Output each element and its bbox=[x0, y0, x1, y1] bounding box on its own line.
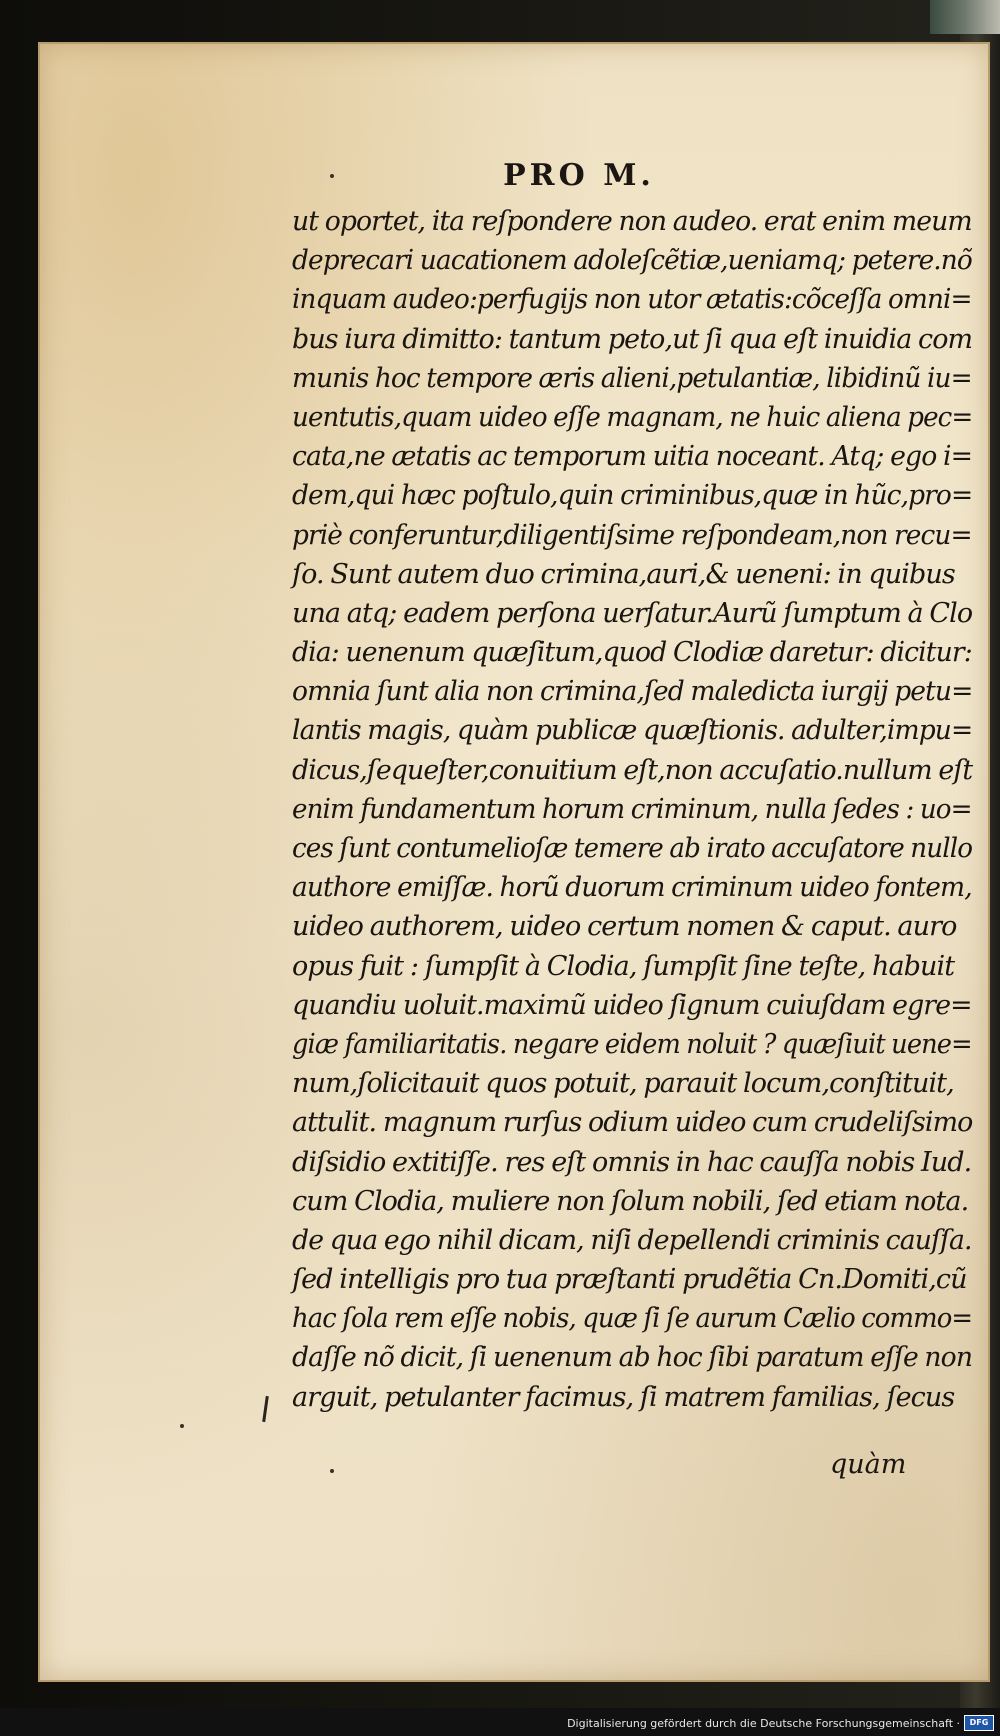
ink-speck bbox=[330, 1469, 334, 1473]
text-line: inquam audeo:perfugijs non utor ætatis:cõceſſa omni= bbox=[292, 284, 972, 316]
ink-speck bbox=[330, 174, 334, 178]
text-line: dicus,ſequeſter,conuitium eſt,non accuſatio.nullum eſt bbox=[292, 754, 973, 786]
text-line: quandiu uoluit.maximũ uideo ſignum cuiuſdam egre= bbox=[292, 989, 972, 1021]
body-text bbox=[292, 202, 972, 1417]
text-line: dia: uenenum quæſitum,quod Clodiæ daretur: dicitur: bbox=[292, 637, 972, 669]
text-line: uideo authorem, uideo certum nomen & caput. auro bbox=[292, 911, 957, 943]
text-line: bus iura dimitto: tantum peto,ut ſi qua eſt inuidia com bbox=[292, 323, 973, 355]
text-line: una atq; eadem perſona uerſatur.Aurũ ſumptum à Clo bbox=[292, 597, 973, 629]
text-line: lantis magis, quàm publicæ quæſtionis. adulter,impu= bbox=[292, 715, 973, 747]
digitization-footer bbox=[0, 1708, 1000, 1736]
text-line: arguit, petulanter facimus, ſi matrem familias, ſecus bbox=[292, 1381, 955, 1413]
text-line: hac ſola rem eſſe nobis, quæ ſi ſe aurum Cælio commo= bbox=[292, 1303, 973, 1335]
text-line: omnia ſunt alia non crimina,ſed maledicta iurgij petu= bbox=[292, 676, 973, 708]
text-line: ſo. Sunt autem duo crimina,auri,& ueneni: in quibus bbox=[292, 558, 955, 590]
ink-speck bbox=[180, 1424, 184, 1428]
text-line: uentutis,quam uideo eſſe magnam, ne huic aliena pec= bbox=[292, 401, 973, 433]
text-line: deprecari uacationem adoleſcẽtiæ,ueniamq; petere.nõ bbox=[292, 245, 972, 277]
footer-credit-text: Digitalisierung gefördert durch die Deutsche Forschungsgemeinschaft · bbox=[567, 1717, 960, 1730]
text-line: attulit. magnum rurſus odium uideo cum crudeliſsimo bbox=[292, 1107, 973, 1139]
text-line: priè conferuntur,diligentiſsime reſpondeam,non recu= bbox=[292, 519, 972, 551]
text-line: diſsidio extitiſſe. res eſt omnis in hac cauſſa nobis Iud. bbox=[292, 1146, 972, 1178]
text-line: dem,qui hæc poſtulo,quin criminibus,quæ in hũc,pro= bbox=[292, 480, 973, 512]
running-head: PRO M. bbox=[503, 158, 655, 193]
text-line: daſſe nõ dicit, ſi uenenum ab hoc ſibi paratum eſſe non bbox=[292, 1342, 973, 1374]
text-line: ſed intelligis pro tua præſtanti prudẽtia Cn.Domiti,cũ bbox=[292, 1264, 967, 1296]
text-line: cum Clodia, muliere non ſolum nobili, ſed etiam nota. bbox=[292, 1185, 969, 1217]
text-line: ut oportet, ita reſpondere non audeo. erat enim meum bbox=[292, 206, 972, 237]
text-line: enim fundamentum horum criminum, nulla ſedes : uo= bbox=[292, 793, 972, 825]
text-line: ces ſunt contumelioſæ temere ab irato accuſatore nullo bbox=[292, 833, 973, 864]
catchword: quàm bbox=[830, 1449, 907, 1480]
text-line: num,ſolicitauit quos potuit, parauit locum,conſtituit, bbox=[292, 1068, 954, 1100]
text-line: cata,ne ætatis ac temporum uitia noceant. Atq; ego i= bbox=[292, 441, 973, 473]
text-line: giæ familiaritatis. negare eidem noluit ? quæſiuit uene= bbox=[292, 1028, 972, 1060]
text-line: opus fuit : ſumpſit à Clodia, ſumpſit ſine teſte, habuit bbox=[292, 950, 955, 982]
book-binding-corner bbox=[930, 0, 1000, 34]
dfg-logo: DFG bbox=[964, 1715, 994, 1731]
margin-mark bbox=[262, 1396, 269, 1422]
text-line: de qua ego nihil dicam, niſi depellendi criminis cauſſa. bbox=[292, 1224, 972, 1256]
text-line: authore emiſſæ. horũ duorum criminum uideo fontem, bbox=[292, 872, 972, 904]
text-line: munis hoc tempore æris alieni,petulantiæ, libidinũ iu= bbox=[292, 362, 972, 394]
book-page bbox=[38, 42, 990, 1682]
